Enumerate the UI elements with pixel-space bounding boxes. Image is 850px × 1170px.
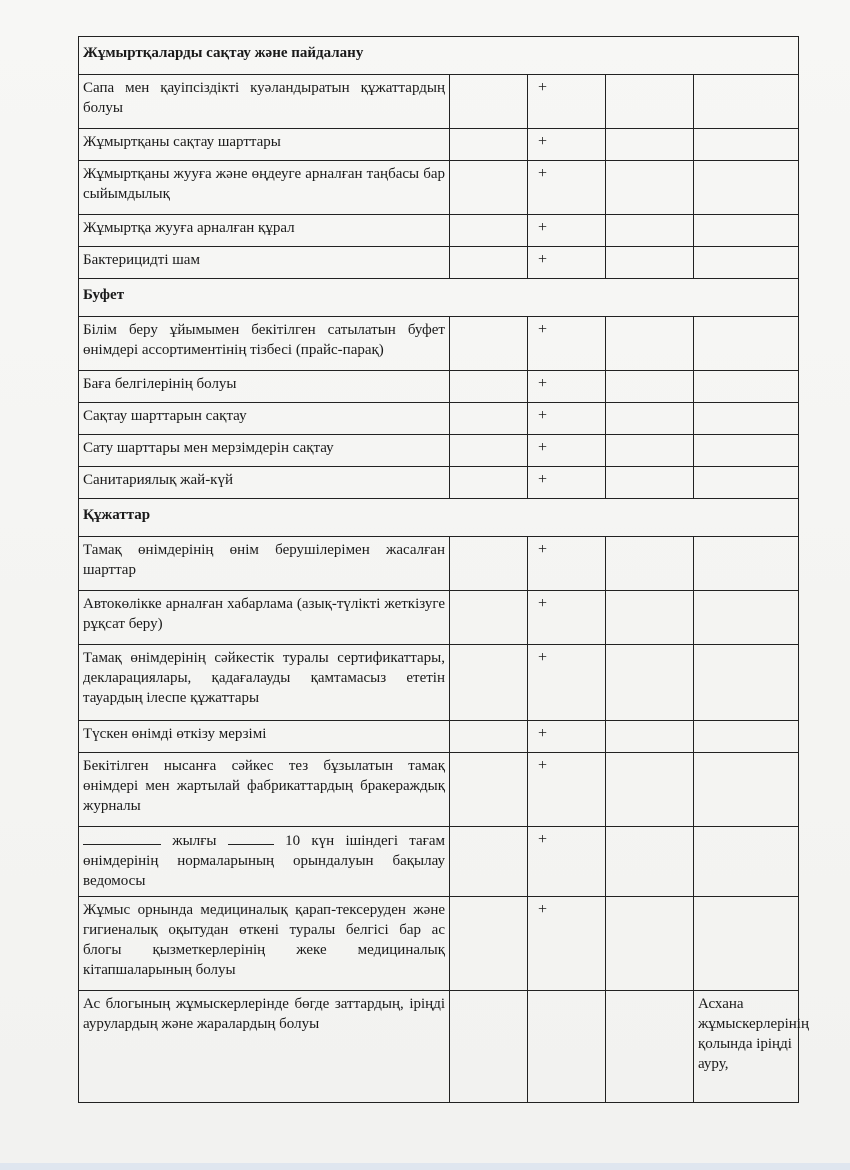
table-row: [79, 897, 799, 991]
empty-cell: [450, 129, 528, 161]
section-header-eggs: [79, 37, 799, 75]
section-title: Жұмыртқаларды сақтау және пайдалану: [79, 37, 799, 75]
empty-cell: [450, 645, 528, 721]
empty-cell: [694, 467, 799, 499]
empty-cell: [694, 129, 799, 161]
empty-cell: [606, 645, 694, 721]
table-row: [79, 247, 799, 279]
empty-cell: [694, 645, 799, 721]
empty-cell: [450, 721, 528, 753]
empty-cell: [450, 897, 528, 991]
check-mark: +: [528, 247, 606, 279]
row-description: Түскен өнімді өткізу мерзімі: [79, 721, 450, 753]
table-row: [79, 645, 799, 721]
check-mark: +: [528, 753, 606, 827]
empty-cell: [606, 753, 694, 827]
empty-cell: [694, 403, 799, 435]
check-mark: +: [528, 161, 606, 215]
check-mark: +: [528, 371, 606, 403]
table-row: [79, 827, 799, 897]
empty-cell: [450, 467, 528, 499]
check-mark: +: [528, 215, 606, 247]
empty-cell: [450, 161, 528, 215]
empty-cell: [606, 467, 694, 499]
check-mark: +: [528, 435, 606, 467]
table-row: [79, 161, 799, 215]
empty-cell: [606, 247, 694, 279]
empty-cell: [606, 991, 694, 1103]
empty-cell: [694, 827, 799, 897]
check-mark: +: [528, 403, 606, 435]
empty-cell: [450, 75, 528, 129]
section-title: Құжаттар: [79, 499, 799, 537]
check-mark: +: [528, 591, 606, 645]
empty-cell: [450, 247, 528, 279]
empty-cell: [694, 721, 799, 753]
check-mark: +: [528, 537, 606, 591]
row-description: Сапа мен қауіпсіздікті куәландыратын құжаттардың болуы: [79, 75, 450, 129]
table-row: [79, 721, 799, 753]
row-description: Ас блогының жұмыскерлерінде бөгде заттардың, іріңді аурулардың және жаралардың болуы: [79, 991, 450, 1103]
row-description: Жұмыртқа жууға арналған құрал: [79, 215, 450, 247]
empty-cell: [606, 721, 694, 753]
empty-cell: [694, 897, 799, 991]
empty-cell: [606, 75, 694, 129]
blank-line: [228, 830, 274, 845]
empty-cell: [606, 537, 694, 591]
table-row: [79, 215, 799, 247]
section-title: Буфет: [79, 279, 799, 317]
check-mark: +: [528, 129, 606, 161]
table-row: [79, 753, 799, 827]
row-description: Сату шарттары мен мерзімдерін сақтау: [79, 435, 450, 467]
row-description: Баға белгілерінің болуы: [79, 371, 450, 403]
empty-cell: [694, 317, 799, 371]
check-mark: +: [528, 721, 606, 753]
empty-cell: [606, 371, 694, 403]
table-row: [79, 435, 799, 467]
empty-cell: [606, 591, 694, 645]
page-edge: [0, 1163, 850, 1170]
row-description: Сақтау шарттарын сақтау: [79, 403, 450, 435]
empty-cell: [694, 591, 799, 645]
empty-cell: [694, 161, 799, 215]
check-mark: [528, 991, 606, 1103]
empty-cell: [450, 591, 528, 645]
empty-cell: [450, 753, 528, 827]
table-row: [79, 537, 799, 591]
check-mark: +: [528, 75, 606, 129]
check-mark: +: [528, 827, 606, 897]
table-row: [79, 317, 799, 371]
empty-cell: [694, 371, 799, 403]
table-row: [79, 591, 799, 645]
empty-cell: [450, 827, 528, 897]
empty-cell: [450, 403, 528, 435]
empty-cell: [450, 215, 528, 247]
empty-cell: [450, 371, 528, 403]
empty-cell: [694, 215, 799, 247]
table-row: [79, 75, 799, 129]
blank-line: [83, 830, 161, 845]
row-description: Жұмыртқаны сақтау шарттары: [79, 129, 450, 161]
empty-cell: [606, 897, 694, 991]
empty-cell: [606, 317, 694, 371]
empty-cell: [606, 215, 694, 247]
row-description: Тамақ өнімдерінің өнім берушілерімен жасалған шарттар: [79, 537, 450, 591]
row-description: Жұмыс орнында медициналық қарап-тексеруден және гигиеналық оқытудан өткені туралы белгісі бар ас блогы қызметкерлерінің жеке медициналық кітапшаларының болуы: [79, 897, 450, 991]
year-label: жылғы: [172, 833, 217, 849]
empty-cell: [606, 435, 694, 467]
table-row: [79, 129, 799, 161]
inspection-table: [78, 36, 809, 1103]
empty-cell: [694, 75, 799, 129]
empty-cell: [450, 537, 528, 591]
empty-cell: [450, 991, 528, 1103]
row-description: Білім беру ұйымымен бекітілген сатылатын буфет өнімдері ассортиментінің тізбесі (прайс-парақ): [79, 317, 450, 371]
table-row: [79, 403, 799, 435]
empty-cell: [450, 317, 528, 371]
table-row: [79, 467, 799, 499]
row-description: Санитариялық жай-күй: [79, 467, 450, 499]
empty-cell: [606, 129, 694, 161]
row-description: Бактерицидті шам: [79, 247, 450, 279]
table-row: [79, 991, 799, 1103]
row-description: Автокөлікке арналған хабарлама (азық-түлікті жеткізуге рұқсат беру): [79, 591, 450, 645]
empty-cell: [606, 827, 694, 897]
row-description: Тамақ өнімдерінің сәйкестік туралы сертификаттары, декларациялары, қадағалауды қамтамасыз ететін тауардың ілеспе құжаттары: [79, 645, 450, 721]
empty-cell: [694, 537, 799, 591]
empty-cell: [694, 435, 799, 467]
section-header-buffet: [79, 279, 799, 317]
check-mark: +: [528, 467, 606, 499]
empty-cell: [694, 753, 799, 827]
row-description: Бекітілген нысанға сәйкес тез бұзылатын тамақ өнімдері мен жартылай фабрикаттардың бракераждық журналы: [79, 753, 450, 827]
empty-cell: [606, 161, 694, 215]
empty-cell: [694, 247, 799, 279]
row-description: [79, 827, 450, 897]
table-row: [79, 371, 799, 403]
row-description: Жұмыртқаны жууға және өңдеуге арналған таңбасы бар сыйымдылық: [79, 161, 450, 215]
note-cell: Асхана жұмыскерлерінің қолында іріңді ауру,: [694, 991, 799, 1103]
section-header-documents: [79, 499, 799, 537]
empty-cell: [606, 403, 694, 435]
check-mark: +: [528, 897, 606, 991]
check-mark: +: [528, 645, 606, 721]
empty-cell: [450, 435, 528, 467]
check-mark: +: [528, 317, 606, 371]
days-label: 10 күн ішіндегі тағам өнімдерінің нормаларының орындалуын бақылау ведомосы: [83, 833, 445, 889]
